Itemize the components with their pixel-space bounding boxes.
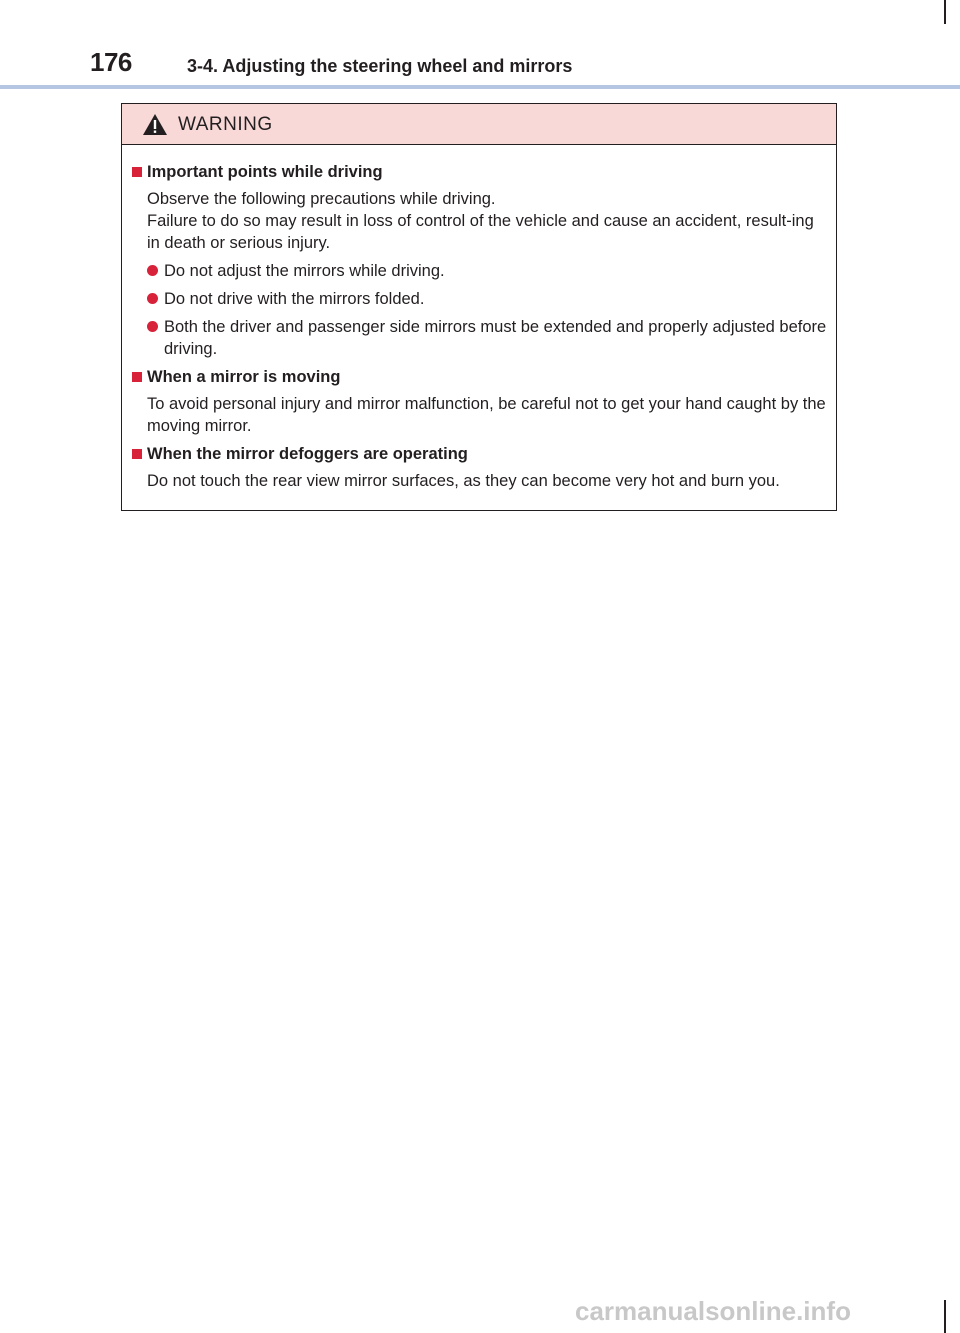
warning-body bbox=[122, 145, 836, 492]
round-bullet-icon bbox=[147, 293, 158, 304]
paragraph: Do not touch the rear view mirror surfaces, as they can become very hot and burn you. bbox=[147, 472, 780, 490]
section-heading bbox=[132, 161, 830, 183]
round-bullet-icon bbox=[147, 265, 158, 276]
header-rule bbox=[0, 85, 960, 89]
list-item-text: Both the driver and passenger side mirrors must be extended and properly adjusted before driving. bbox=[164, 318, 827, 358]
watermark: carmanualsonline.info bbox=[575, 1296, 851, 1326]
section-defoggers bbox=[132, 443, 830, 492]
list-item bbox=[132, 288, 830, 310]
section-mirror-moving bbox=[132, 366, 830, 437]
section-heading-text: When a mirror is moving bbox=[147, 368, 341, 386]
page-header bbox=[0, 0, 960, 92]
paragraph bbox=[132, 188, 830, 254]
warning-title: WARNING bbox=[178, 114, 273, 135]
section-heading bbox=[132, 366, 830, 388]
paragraph-line: Observe the following precautions while driving. bbox=[147, 190, 496, 208]
square-bullet-icon bbox=[132, 372, 142, 382]
edge-marker-top bbox=[944, 0, 946, 24]
section-heading-text: Important points while driving bbox=[147, 163, 383, 181]
square-bullet-icon bbox=[132, 167, 142, 177]
list-item bbox=[132, 260, 830, 282]
paragraph-line: Failure to do so may result in loss of control of the vehicle and cause an accident, result-ing in death or serious injury. bbox=[147, 212, 814, 252]
section-heading-text: When the mirror defoggers are operating bbox=[147, 445, 468, 463]
page-number: 176 bbox=[90, 47, 132, 77]
warning-box bbox=[121, 103, 837, 511]
section-title: 3-4. Adjusting the steering wheel and mirrors bbox=[187, 56, 573, 76]
square-bullet-icon bbox=[132, 449, 142, 459]
list-item-text: Do not drive with the mirrors folded. bbox=[164, 290, 425, 308]
list-item-text: Do not adjust the mirrors while driving. bbox=[164, 262, 445, 280]
section-driving bbox=[132, 161, 830, 360]
section-heading bbox=[132, 443, 830, 465]
list-item bbox=[132, 316, 830, 360]
warning-triangle-icon bbox=[142, 113, 168, 136]
edge-marker-bottom bbox=[944, 1300, 946, 1333]
round-bullet-icon bbox=[147, 321, 158, 332]
paragraph: To avoid personal injury and mirror malfunction, be careful not to get your hand caught by the moving mirror. bbox=[147, 395, 826, 435]
warning-header bbox=[122, 104, 836, 145]
